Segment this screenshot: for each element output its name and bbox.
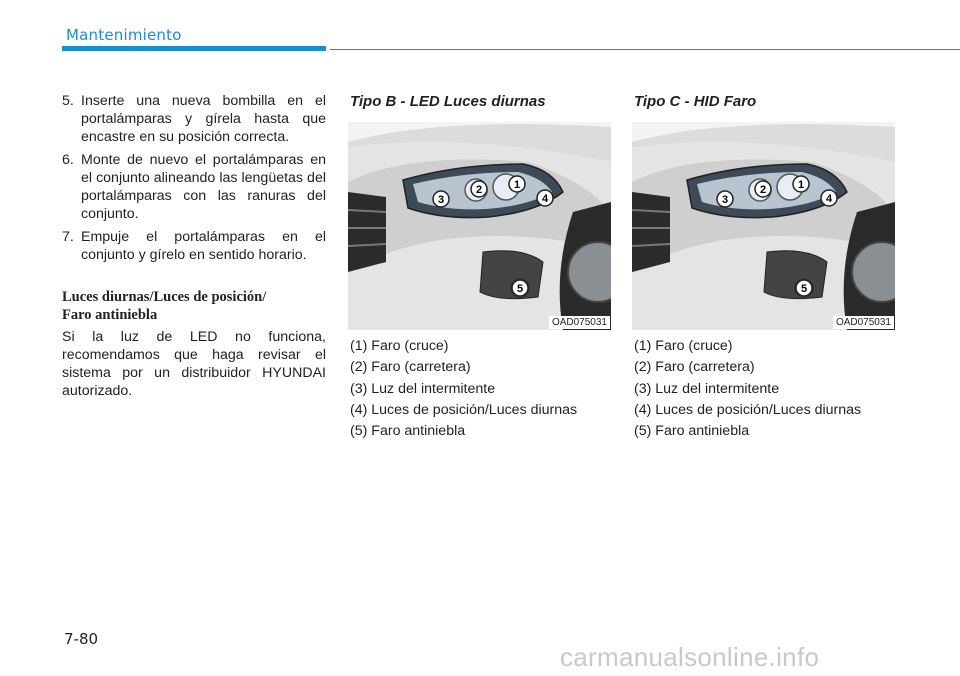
legend-item: (1) Faro (cruce)	[350, 338, 449, 354]
step-item	[62, 228, 326, 264]
step-item	[62, 92, 326, 146]
step-text: Inserte una nueva bombilla en el portalámparas y gírela hasta que encastre en su posición correcta.	[81, 93, 326, 145]
legend-item: (1) Faro (cruce)	[634, 338, 733, 354]
legend-item: (5) Faro antiniebla	[634, 423, 750, 440]
legend-item: (4) Luces de posición/Luces diurnas	[350, 401, 578, 418]
marker-3: 3	[437, 194, 445, 206]
figure-code: OAD075031	[549, 316, 610, 329]
marker-3: 3	[721, 194, 729, 206]
subsection-title	[62, 288, 326, 324]
legend-item: (2) Faro (carretera)	[350, 359, 471, 376]
legend-list-c	[634, 336, 861, 442]
watermark: carmanualsonline.info	[560, 642, 820, 672]
figure-title-c: Tipo C - HID Faro	[634, 93, 757, 110]
legend-item: (2) Faro (carretera)	[634, 359, 755, 376]
step-number: 7.	[62, 229, 74, 245]
section-title: Mantenimiento	[66, 26, 182, 44]
subsection-body: Si la luz de LED no funciona, recomendamos que haga revisar el sistema por un distribuidor HYUNDAI autorizado.	[62, 329, 326, 399]
header-rule-thick	[62, 46, 326, 51]
headlight-image	[632, 122, 895, 330]
figure-title-b: Tipo B - LED Luces diurnas	[350, 93, 546, 110]
marker-2: 2	[475, 184, 483, 196]
headlight-illustration-c	[632, 122, 895, 330]
marker-4: 4	[825, 193, 833, 205]
header-rule-thin	[330, 49, 960, 50]
marker-2: 2	[759, 184, 767, 196]
legend-item: (3) Luz del intermitente	[350, 380, 496, 397]
subsection-title-line: Faro antiniebla	[62, 307, 158, 323]
legend-item: (4) Luces de posición/Luces diurnas	[634, 401, 862, 418]
marker-5: 5	[800, 283, 808, 295]
figure-code: OAD075031	[833, 316, 894, 329]
legend-item: (3) Luz del intermitente	[634, 380, 780, 397]
step-item	[62, 151, 326, 223]
headlight-illustration-b	[348, 122, 611, 330]
subsection-title-line: Luces diurnas/Luces de posición/	[62, 289, 267, 305]
step-text: Empuje el portalámparas en el conjunto y gírelo en sentido horario.	[81, 229, 326, 263]
instructions-column	[62, 92, 326, 400]
marker-5: 5	[516, 283, 524, 295]
page-number: 7-80	[64, 630, 99, 648]
step-number: 5.	[62, 93, 74, 109]
marker-1: 1	[513, 179, 521, 191]
marker-1: 1	[797, 179, 805, 191]
step-number: 6.	[62, 152, 74, 168]
marker-4: 4	[541, 193, 549, 205]
step-text: Monte de nuevo el portalámparas en el conjunto alineando las lengüetas del portalámparas con las ranuras del conjunto.	[81, 152, 326, 222]
legend-list-b	[350, 336, 577, 442]
legend-item: (5) Faro antiniebla	[350, 423, 466, 440]
headlight-image	[348, 122, 611, 330]
